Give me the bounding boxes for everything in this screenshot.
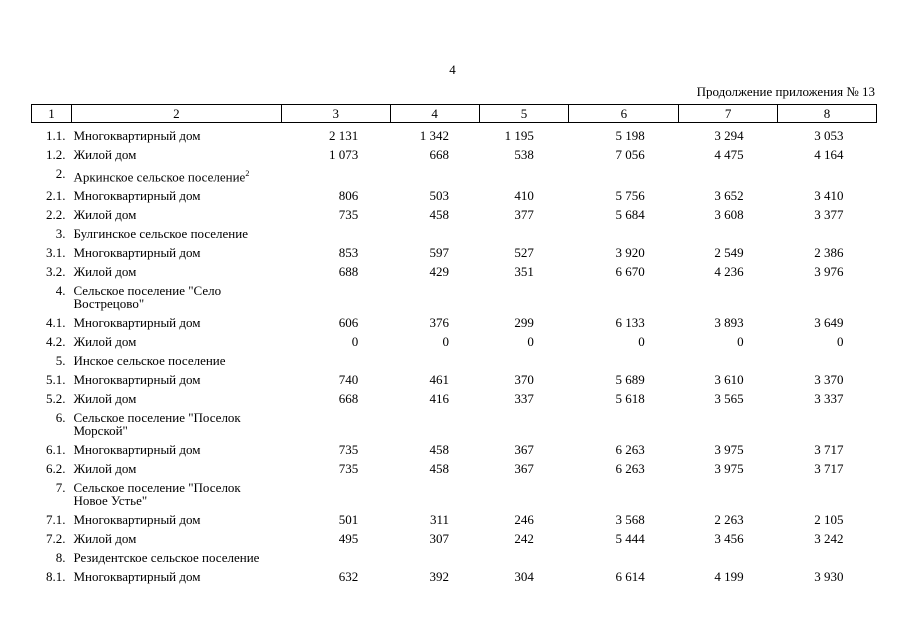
value-cell: 7 056	[615, 147, 645, 162]
value-cell	[778, 351, 877, 370]
section-title-cell	[71, 224, 281, 243]
row-index: 8.1.	[45, 569, 66, 585]
column-header: 6	[569, 105, 679, 123]
value-cell: 416	[429, 391, 450, 407]
value-cell: 3 370	[814, 372, 844, 388]
table-row	[32, 145, 877, 164]
row-name: Жилой дом	[73, 334, 137, 350]
value-cell: 735	[338, 461, 359, 477]
value-cell: 3 565	[714, 391, 744, 407]
value-cell: 0	[442, 334, 450, 350]
value-cell: 377	[514, 207, 534, 223]
table-row	[32, 313, 877, 332]
value-cell: 2 549	[714, 245, 744, 261]
value-cell	[679, 548, 778, 567]
value-cell: 6 614	[615, 569, 645, 585]
value-cell	[281, 408, 390, 440]
section-title-cell	[71, 548, 281, 567]
row-index: 6.2.	[45, 461, 66, 477]
value-cell: 3 568	[615, 512, 645, 528]
value-cell	[679, 281, 778, 313]
value-cell: 3 930	[814, 569, 844, 585]
value-cell	[479, 408, 569, 440]
table-row	[32, 389, 877, 408]
row-name: Многоквартирный дом	[73, 512, 201, 528]
section-title: Аркинское сельское поселение	[73, 169, 246, 185]
value-cell: 5 689	[615, 372, 645, 388]
row-index: 7.	[55, 480, 66, 496]
value-cell: 3 717	[814, 442, 844, 458]
value-cell: 3 649	[814, 315, 844, 331]
value-cell: 3 053	[814, 128, 844, 143]
row-name-cell	[71, 370, 281, 389]
value-cell	[569, 281, 679, 313]
row-name-cell	[71, 389, 281, 408]
row-name: Многоквартирный дом	[73, 569, 201, 585]
section-row	[32, 548, 877, 567]
section-title: Инское сельское поселение	[73, 353, 226, 369]
value-cell	[390, 408, 479, 440]
value-cell: 461	[429, 372, 450, 388]
row-name: Многоквартирный дом	[73, 315, 201, 331]
table-row	[32, 123, 877, 146]
value-cell: 429	[429, 264, 450, 280]
value-cell: 304	[514, 569, 534, 585]
row-name-cell	[71, 529, 281, 548]
value-cell	[479, 281, 569, 313]
value-cell	[569, 224, 679, 243]
value-cell	[778, 408, 877, 440]
column-header: 7	[679, 105, 778, 123]
section-title: Резидентское сельское поселение	[73, 550, 260, 566]
row-index: 7.2.	[45, 531, 66, 547]
value-cell: 1 342	[419, 128, 450, 143]
table-row	[32, 186, 877, 205]
column-header: 2	[71, 105, 281, 123]
table-row	[32, 529, 877, 548]
page-number: 4	[449, 62, 456, 77]
value-cell	[679, 224, 778, 243]
value-cell: 3 294	[714, 128, 744, 143]
table-row	[32, 243, 877, 262]
table-row	[32, 262, 877, 281]
value-cell	[281, 164, 390, 186]
value-cell	[569, 478, 679, 510]
value-cell: 3 610	[714, 372, 744, 388]
value-cell: 5 756	[615, 188, 645, 204]
value-cell	[390, 351, 479, 370]
value-cell	[569, 164, 679, 186]
value-cell: 3 975	[714, 461, 744, 477]
value-cell: 370	[514, 372, 534, 388]
section-row	[32, 224, 877, 243]
row-index: 5.2.	[45, 391, 66, 407]
value-cell: 806	[338, 188, 359, 204]
section-title: Сельское поселение "Поселок Новое Устье"	[73, 480, 241, 509]
value-cell: 4 475	[714, 147, 744, 162]
row-index: 2.2.	[45, 207, 66, 223]
table-row	[32, 440, 877, 459]
value-cell: 3 337	[814, 391, 844, 407]
value-cell: 4 236	[714, 264, 744, 280]
row-name: Жилой дом	[73, 461, 137, 477]
value-cell	[390, 478, 479, 510]
column-header: 4	[390, 105, 479, 123]
value-cell: 4 199	[714, 569, 744, 585]
value-cell	[281, 281, 390, 313]
value-cell: 458	[429, 207, 450, 223]
table-row	[32, 332, 877, 351]
value-cell: 351	[514, 264, 534, 280]
footnote-marker: 2	[245, 169, 250, 178]
section-row	[32, 351, 877, 370]
row-name: Жилой дом	[73, 147, 137, 162]
value-cell: 2 386	[814, 245, 844, 261]
row-index: 7.1.	[45, 512, 66, 528]
value-cell: 392	[429, 569, 450, 585]
value-cell: 6 133	[615, 315, 645, 331]
row-name-cell	[71, 510, 281, 529]
value-cell: 606	[338, 315, 359, 331]
value-cell: 367	[514, 461, 534, 477]
row-index: 3.1.	[45, 245, 66, 261]
section-title-cell	[71, 281, 281, 313]
value-cell	[679, 164, 778, 186]
value-cell: 376	[429, 315, 450, 331]
value-cell: 367	[514, 442, 534, 458]
section-title: Сельское поселение "Поселок Морской"	[73, 410, 241, 439]
row-name-cell	[71, 205, 281, 224]
section-title: Булгинское сельское поселение	[73, 226, 248, 242]
row-name-cell	[71, 262, 281, 281]
row-name: Многоквартирный дом	[73, 188, 201, 204]
section-row	[32, 164, 877, 186]
row-index: 2.1.	[45, 188, 66, 204]
value-cell: 3 920	[615, 245, 645, 261]
row-index: 4.	[55, 283, 66, 299]
section-row	[32, 478, 877, 510]
value-cell	[679, 351, 778, 370]
value-cell	[390, 164, 479, 186]
row-name-cell	[71, 567, 281, 586]
row-name: Жилой дом	[73, 264, 137, 280]
value-cell: 3 976	[814, 264, 844, 280]
value-cell: 688	[338, 264, 359, 280]
column-header: 8	[778, 105, 877, 123]
row-name-cell	[71, 243, 281, 262]
value-cell: 2 263	[714, 512, 744, 528]
row-name: Многоквартирный дом	[73, 372, 201, 388]
value-cell	[569, 548, 679, 567]
value-cell: 3 410	[814, 188, 844, 204]
table-body	[32, 123, 877, 587]
section-row	[32, 281, 877, 313]
value-cell	[281, 351, 390, 370]
value-cell: 501	[338, 512, 359, 528]
value-cell	[778, 548, 877, 567]
value-cell: 337	[514, 391, 534, 407]
value-cell: 458	[429, 442, 450, 458]
row-name-cell	[71, 459, 281, 478]
value-cell: 0	[638, 334, 645, 350]
row-index: 3.	[55, 226, 66, 242]
value-cell: 3 377	[814, 207, 844, 223]
value-cell: 0	[527, 334, 534, 350]
row-name: Жилой дом	[73, 207, 137, 223]
value-cell: 4 164	[814, 147, 844, 162]
value-cell: 6 263	[615, 442, 645, 458]
section-title-cell	[71, 478, 281, 510]
row-name-cell	[71, 332, 281, 351]
value-cell: 3 717	[814, 461, 844, 477]
table-row	[32, 205, 877, 224]
value-cell	[479, 224, 569, 243]
row-name-cell	[71, 440, 281, 459]
row-index: 8.	[55, 550, 66, 566]
row-name-cell	[71, 123, 281, 146]
value-cell	[569, 408, 679, 440]
value-cell: 3 893	[714, 315, 744, 331]
row-name: Жилой дом	[73, 391, 137, 407]
table-row	[32, 459, 877, 478]
value-cell: 5 198	[615, 128, 645, 143]
value-cell: 3 242	[814, 531, 844, 547]
value-cell: 538	[514, 147, 534, 162]
value-cell	[778, 224, 877, 243]
value-cell	[281, 548, 390, 567]
value-cell	[479, 164, 569, 186]
value-cell: 495	[338, 531, 359, 547]
value-cell: 6 670	[615, 264, 645, 280]
row-name: Жилой дом	[73, 531, 137, 547]
row-index: 1.1.	[45, 128, 66, 143]
value-cell: 740	[338, 372, 359, 388]
value-cell: 632	[338, 569, 359, 585]
table-header-row	[32, 105, 877, 123]
row-name-cell	[71, 313, 281, 332]
row-index: 6.1.	[45, 442, 66, 458]
row-index: 4.1.	[45, 315, 66, 331]
value-cell: 735	[338, 207, 359, 223]
continuation-note: Продолжение приложения № 13	[696, 84, 875, 99]
value-cell: 735	[338, 442, 359, 458]
value-cell	[778, 164, 877, 186]
value-cell: 3 975	[714, 442, 744, 458]
row-index: 4.2.	[45, 334, 66, 350]
row-index: 1.2.	[45, 147, 66, 162]
value-cell: 3 652	[714, 188, 744, 204]
column-header: 3	[281, 105, 390, 123]
row-index: 5.1.	[45, 372, 66, 388]
column-header: 1	[32, 105, 72, 123]
value-cell: 0	[737, 334, 744, 350]
value-cell	[390, 281, 479, 313]
value-cell: 1 195	[504, 128, 534, 143]
value-cell: 410	[514, 188, 534, 204]
column-header: 5	[479, 105, 569, 123]
value-cell: 299	[514, 315, 534, 331]
value-cell	[679, 408, 778, 440]
table-row	[32, 370, 877, 389]
row-name-cell	[71, 145, 281, 164]
value-cell: 307	[429, 531, 450, 547]
value-cell: 0	[351, 334, 359, 350]
value-cell: 246	[514, 512, 534, 528]
row-name: Многоквартирный дом	[73, 245, 201, 261]
value-cell: 668	[338, 391, 359, 407]
value-cell: 311	[430, 512, 450, 528]
value-cell	[281, 224, 390, 243]
data-table	[31, 104, 877, 586]
section-title-cell	[71, 164, 281, 186]
value-cell	[778, 281, 877, 313]
value-cell	[778, 478, 877, 510]
value-cell: 668	[429, 147, 450, 162]
value-cell: 458	[429, 461, 450, 477]
section-row	[32, 408, 877, 440]
table-row	[32, 510, 877, 529]
row-name: Многоквартирный дом	[73, 128, 201, 143]
table-row	[32, 567, 877, 586]
value-cell: 3 608	[714, 207, 744, 223]
value-cell: 6 263	[615, 461, 645, 477]
row-index: 3.2.	[45, 264, 66, 280]
value-cell: 853	[338, 245, 359, 261]
row-index: 5.	[55, 353, 66, 369]
row-name: Многоквартирный дом	[73, 442, 201, 458]
row-name-cell	[71, 186, 281, 205]
value-cell: 2 131	[328, 128, 359, 143]
value-cell: 242	[514, 531, 534, 547]
section-title: Сельское поселение "Село Вострецово"	[73, 283, 222, 312]
value-cell: 527	[514, 245, 534, 261]
value-cell	[679, 478, 778, 510]
value-cell: 2 105	[814, 512, 844, 528]
value-cell: 503	[429, 188, 450, 204]
value-cell	[569, 351, 679, 370]
value-cell	[479, 548, 569, 567]
value-cell	[390, 224, 479, 243]
value-cell: 5 684	[615, 207, 645, 223]
value-cell	[281, 478, 390, 510]
row-index: 6.	[55, 410, 66, 426]
row-index: 2.	[55, 166, 66, 181]
value-cell: 597	[429, 245, 450, 261]
value-cell: 3 456	[714, 531, 744, 547]
value-cell	[479, 351, 569, 370]
value-cell	[479, 478, 569, 510]
section-title-cell	[71, 408, 281, 440]
value-cell: 1 073	[328, 147, 359, 162]
value-cell: 5 618	[615, 391, 645, 407]
section-title-cell	[71, 351, 281, 370]
value-cell	[390, 548, 479, 567]
value-cell: 5 444	[615, 531, 645, 547]
value-cell: 0	[837, 334, 844, 350]
